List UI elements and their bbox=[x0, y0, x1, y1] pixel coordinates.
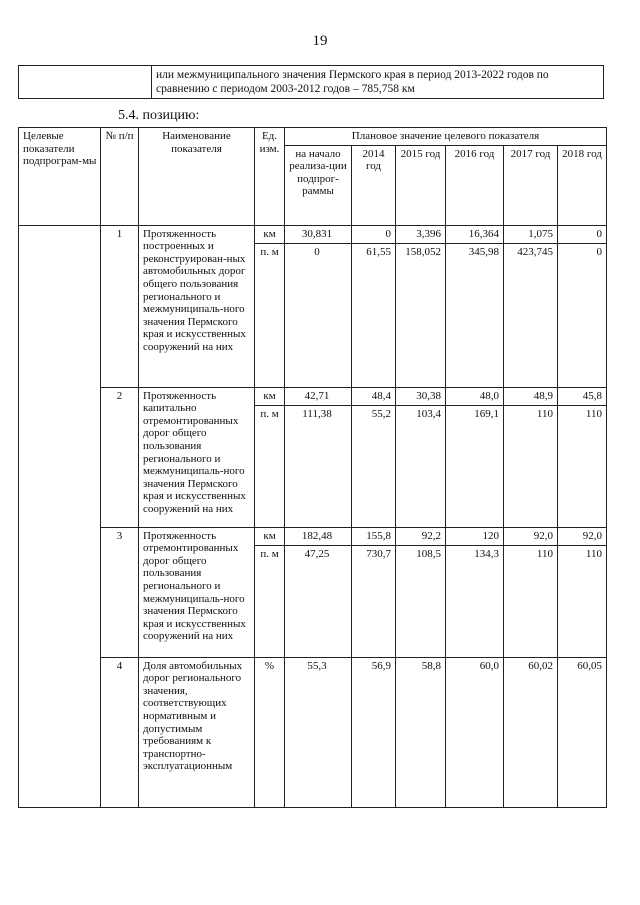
unit-cell: км bbox=[255, 387, 285, 405]
value-cell: 55,3 bbox=[285, 657, 352, 807]
indicator-name: Протяженность построенных и реконструирован-ных автомобильных дорог общего пользования регионального и межмуниципаль-ного значения Пермского края и искусственных сооружений на них bbox=[139, 225, 255, 387]
value-cell: 92,0 bbox=[504, 527, 558, 545]
table-row bbox=[19, 657, 607, 807]
row-number: 3 bbox=[101, 527, 139, 657]
value-cell: 134,3 bbox=[446, 545, 504, 657]
value-cell: 423,745 bbox=[504, 243, 558, 387]
unit-cell: п. м bbox=[255, 243, 285, 387]
unit-cell: км bbox=[255, 527, 285, 545]
header-2015: 2015 год bbox=[396, 145, 446, 225]
value-cell: 155,8 bbox=[352, 527, 396, 545]
value-cell: 111,38 bbox=[285, 405, 352, 527]
header-unit: Ед. изм. bbox=[255, 128, 285, 226]
header-name: Наименование показателя bbox=[139, 128, 255, 226]
value-cell: 60,05 bbox=[558, 657, 607, 807]
header-number: № п/п bbox=[101, 128, 139, 226]
target-indicators-cell bbox=[19, 225, 101, 807]
value-cell: 110 bbox=[504, 405, 558, 527]
value-cell: 92,0 bbox=[558, 527, 607, 545]
header-2016: 2016 год bbox=[446, 145, 504, 225]
value-cell: 103,4 bbox=[396, 405, 446, 527]
value-cell: 58,8 bbox=[396, 657, 446, 807]
header-target-indicators: Целевые показатели подпрограм-мы bbox=[19, 128, 101, 226]
value-cell: 16,364 bbox=[446, 225, 504, 243]
value-cell: 56,9 bbox=[352, 657, 396, 807]
continuation-text: или межмуниципального значения Пермского края в период 2013-2022 годов по сравнению с периодом 2003-2012 годов – 785,758 км bbox=[152, 66, 604, 99]
value-cell: 48,0 bbox=[446, 387, 504, 405]
value-cell: 45,8 bbox=[558, 387, 607, 405]
unit-cell: п. м bbox=[255, 545, 285, 657]
continuation-table bbox=[18, 65, 604, 99]
header-2017: 2017 год bbox=[504, 145, 558, 225]
value-cell: 30,38 bbox=[396, 387, 446, 405]
value-cell: 108,5 bbox=[396, 545, 446, 657]
value-cell: 48,9 bbox=[504, 387, 558, 405]
indicators-table bbox=[18, 127, 607, 808]
unit-cell: км bbox=[255, 225, 285, 243]
row-number: 2 bbox=[101, 387, 139, 527]
value-cell: 110 bbox=[558, 405, 607, 527]
table-row bbox=[19, 225, 607, 243]
value-cell: 47,25 bbox=[285, 545, 352, 657]
value-cell: 30,831 bbox=[285, 225, 352, 243]
value-cell: 48,4 bbox=[352, 387, 396, 405]
value-cell: 120 bbox=[446, 527, 504, 545]
value-cell: 0 bbox=[558, 243, 607, 387]
page-number: 19 bbox=[312, 33, 328, 49]
value-cell: 182,48 bbox=[285, 527, 352, 545]
value-cell: 169,1 bbox=[446, 405, 504, 527]
value-cell: 60,02 bbox=[504, 657, 558, 807]
indicator-name: Доля автомобильных дорог регионального значения, соответствующих нормативным и допустимым требованиям к транспортно-эксплуатационным bbox=[139, 657, 255, 807]
value-cell: 61,55 bbox=[352, 243, 396, 387]
value-cell: 1,075 bbox=[504, 225, 558, 243]
value-cell: 158,052 bbox=[396, 243, 446, 387]
indicator-name: Протяженность капитально отремонтированных дорог общего пользования регионального и межмуниципаль-ного значения Пермского края и искусственных сооружений на них bbox=[139, 387, 255, 527]
unit-cell: % bbox=[255, 657, 285, 807]
empty-cell bbox=[19, 66, 152, 99]
section-title: 5.4. позицию: bbox=[118, 108, 200, 123]
header-2014: 2014 год bbox=[352, 145, 396, 225]
row-number: 1 bbox=[101, 225, 139, 387]
value-cell: 92,2 bbox=[396, 527, 446, 545]
unit-cell: п. м bbox=[255, 405, 285, 527]
indicator-name: Протяженность отремонтированных дорог общего пользования регионального и межмуниципаль-ного значения Пермского края и искусственных сооружений на них bbox=[139, 527, 255, 657]
value-cell: 0 bbox=[558, 225, 607, 243]
row-number: 4 bbox=[101, 657, 139, 807]
value-cell: 3,396 bbox=[396, 225, 446, 243]
value-cell: 60,0 bbox=[446, 657, 504, 807]
value-cell: 55,2 bbox=[352, 405, 396, 527]
value-cell: 42,71 bbox=[285, 387, 352, 405]
value-cell: 0 bbox=[352, 225, 396, 243]
header-2018: 2018 год bbox=[558, 145, 607, 225]
value-cell: 730,7 bbox=[352, 545, 396, 657]
value-cell: 0 bbox=[285, 243, 352, 387]
value-cell: 110 bbox=[558, 545, 607, 657]
table-row bbox=[19, 527, 607, 545]
value-cell: 110 bbox=[504, 545, 558, 657]
header-start: на начало реализа-ции подпрог-раммы bbox=[285, 145, 352, 225]
header-plan-value: Плановое значение целевого показателя bbox=[285, 128, 607, 146]
value-cell: 345,98 bbox=[446, 243, 504, 387]
table-row bbox=[19, 387, 607, 405]
